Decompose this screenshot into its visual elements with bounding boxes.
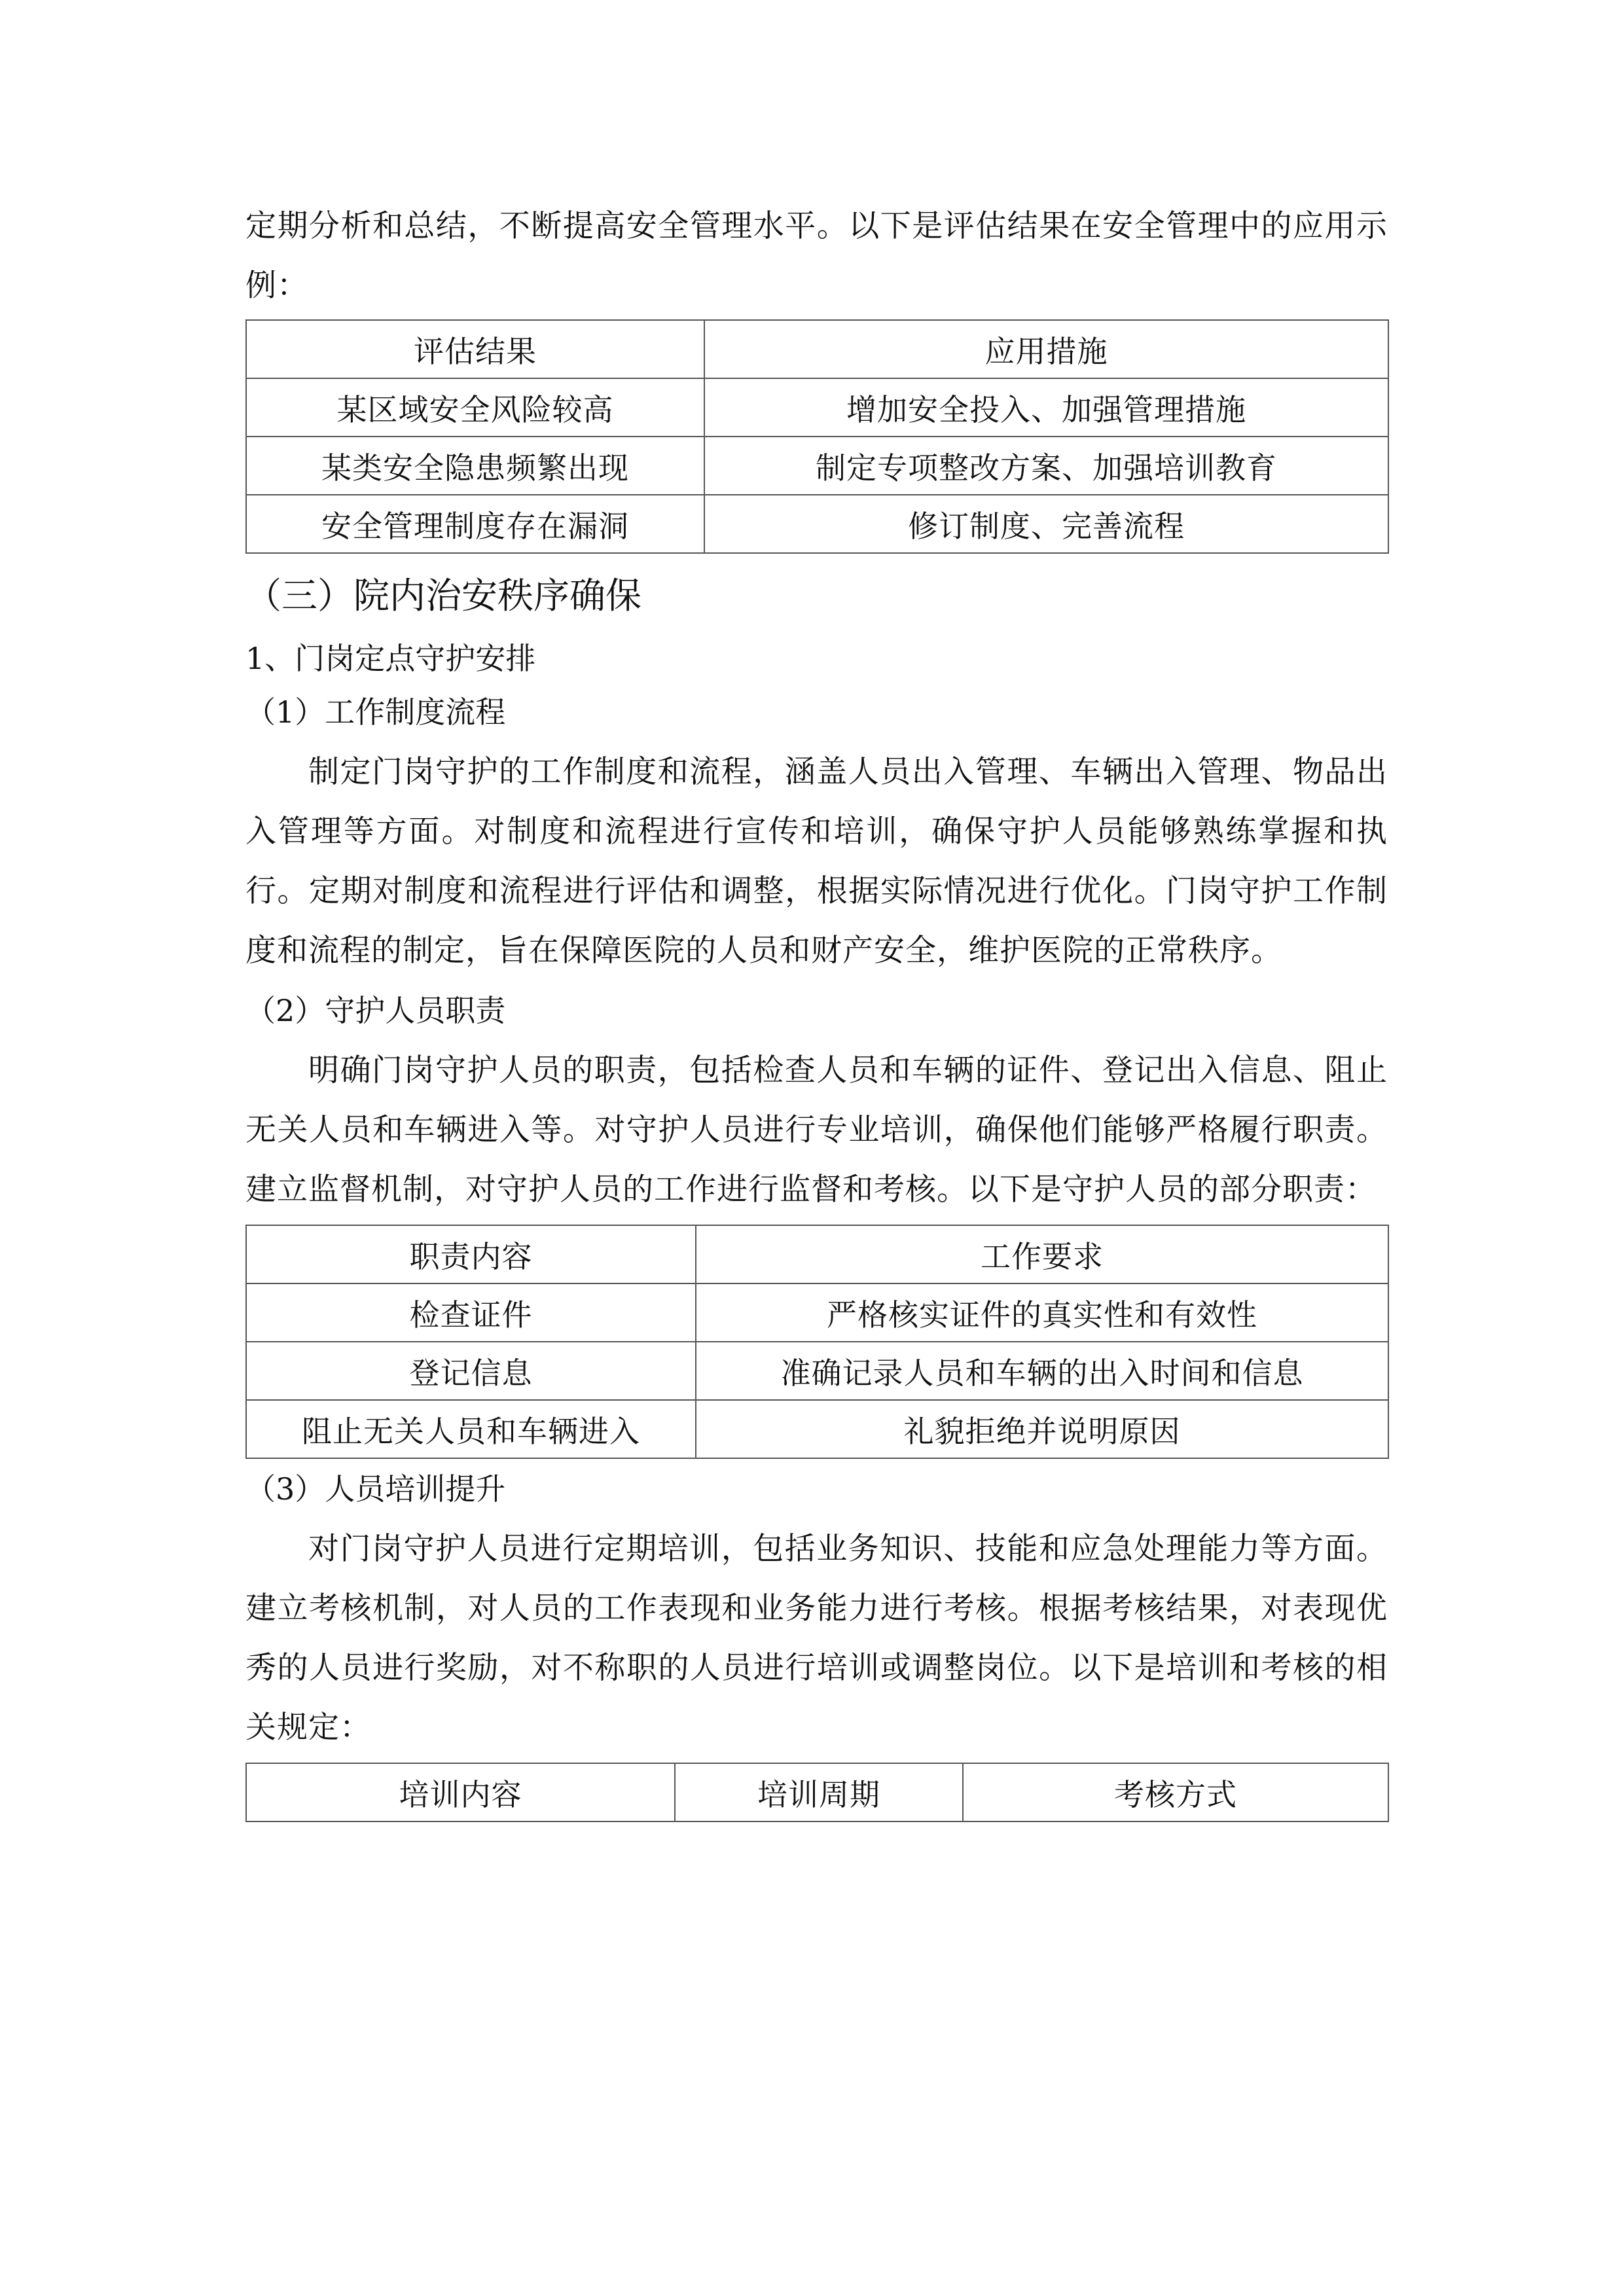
item-heading: （3）人员培训提升 [245, 1471, 506, 1507]
table-header-row [246, 1763, 1388, 1821]
assessment-table [245, 319, 1389, 554]
table-header-row [246, 320, 1388, 378]
table-header-cell: 评估结果 [246, 320, 704, 378]
body-paragraph: 对门岗守护人员进行定期培训，包括业务知识、技能和应急处理能力等方面。建立考核机制，对人员的工作表现和业务能力进行考核。根据考核结果，对表现优秀的人员进行奖励，对不称职的人员进行培训或调整岗位。以下是培训和考核的相关规定： [245, 1531, 1388, 1746]
table-cell: 准确记录人员和车辆的出入时间和信息 [696, 1342, 1388, 1400]
item-heading: （1）工作制度流程 [245, 694, 506, 730]
table-header-cell: 工作要求 [696, 1225, 1388, 1283]
table-header-cell: 培训周期 [675, 1763, 963, 1821]
table-header-cell: 职责内容 [246, 1225, 696, 1283]
body-paragraph: 制定门岗守护的工作制度和流程，涵盖人员出入管理、车辆出入管理、物品出入管理等方面。对制度和流程进行宣传和培训，确保守护人员能够熟练掌握和执行。定期对制度和流程进行评估和调整，根据实际情况进行优化。门岗守护工作制度和流程的制定，旨在保障医院的人员和财产安全，维护医院的正常秩序。 [245, 754, 1388, 969]
item-heading: （2）守护人员职责 [245, 993, 506, 1028]
table-header-cell: 考核方式 [963, 1763, 1388, 1821]
intro-paragraph: 定期分析和总结，不断提高安全管理水平。以下是评估结果在安全管理中的应用示例： [245, 208, 1388, 304]
table-cell: 阻止无关人员和车辆进入 [246, 1400, 696, 1458]
table-row [246, 495, 1388, 553]
table-header-cell: 培训内容 [246, 1763, 675, 1821]
table-header-cell: 应用措施 [704, 320, 1388, 378]
table-cell: 制定专项整改方案、加强培训教育 [704, 437, 1388, 495]
table-cell: 安全管理制度存在漏洞 [246, 495, 704, 553]
section-heading: （三）院内治安秩序确保 [245, 575, 642, 617]
table-cell: 某区域安全风险较高 [246, 378, 704, 437]
table-row [246, 378, 1388, 437]
table-cell: 某类安全隐患频繁出现 [246, 437, 704, 495]
table-cell: 登记信息 [246, 1342, 696, 1400]
table-cell: 检查证件 [246, 1283, 696, 1342]
subsection-heading: 1、门岗定点守护安排 [245, 641, 536, 676]
body-paragraph: 明确门岗守护人员的职责，包括检查人员和车辆的证件、登记出入信息、阻止无关人员和车辆进入等。对守护人员进行专业培训，确保他们能够严格履行职责。建立监督机制，对守护人员的工作进行监督和考核。以下是守护人员的部分职责： [245, 1052, 1388, 1208]
table-cell: 增加安全投入、加强管理措施 [704, 378, 1388, 437]
table-row [246, 1342, 1388, 1400]
table-cell: 修订制度、完善流程 [704, 495, 1388, 553]
table-row [246, 1400, 1388, 1458]
table-row [246, 437, 1388, 495]
training-table [245, 1763, 1389, 1822]
document-page [245, 196, 1388, 1822]
table-cell: 礼貌拒绝并说明原因 [696, 1400, 1388, 1458]
table-header-row [246, 1225, 1388, 1283]
table-row [246, 1283, 1388, 1342]
duties-table [245, 1225, 1389, 1459]
table-cell: 严格核实证件的真实性和有效性 [696, 1283, 1388, 1342]
